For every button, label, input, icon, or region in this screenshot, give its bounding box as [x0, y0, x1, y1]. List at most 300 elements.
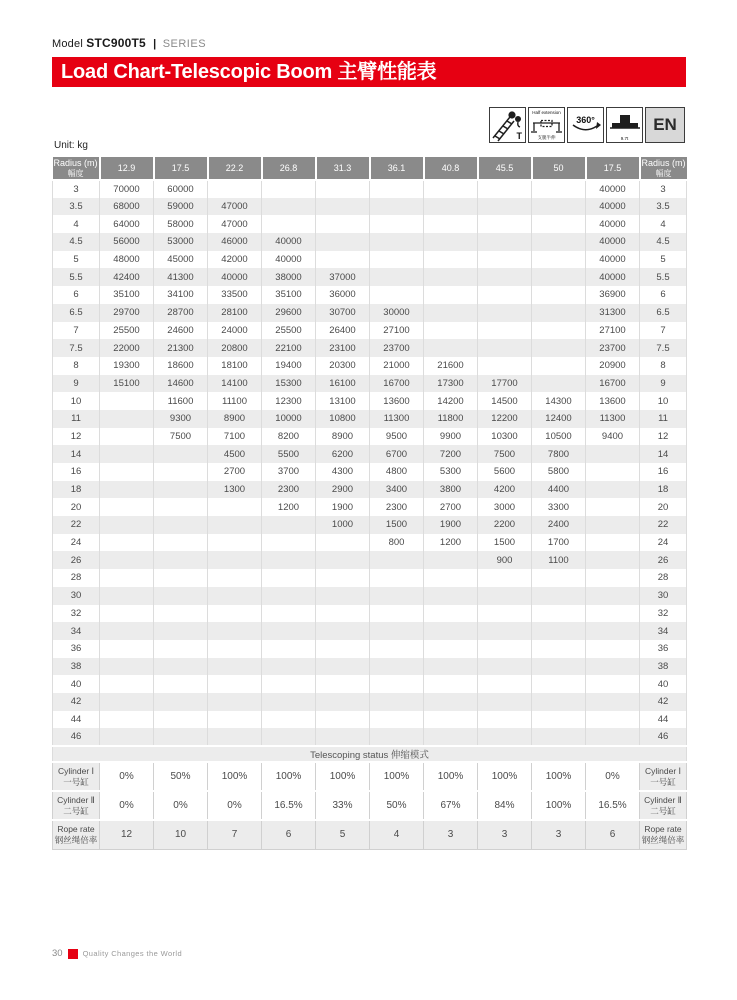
- table-row: [53, 215, 687, 233]
- load-value-cell: [262, 605, 316, 623]
- load-value-cell: 17700: [478, 375, 532, 393]
- load-value-cell: [316, 711, 370, 729]
- load-value-cell: [478, 268, 532, 286]
- load-value-cell: [532, 728, 586, 746]
- table-row: [53, 481, 687, 499]
- load-value-cell: [100, 711, 154, 729]
- load-value-cell: 8900: [208, 410, 262, 428]
- load-value-cell: 1200: [262, 498, 316, 516]
- load-value-cell: 12400: [532, 410, 586, 428]
- load-value-cell: 7800: [532, 445, 586, 463]
- load-value-cell: [532, 357, 586, 375]
- load-value-cell: [478, 728, 532, 746]
- load-value-cell: [532, 304, 586, 322]
- load-value-cell: [370, 711, 424, 729]
- load-value-cell: [586, 711, 640, 729]
- load-value-cell: [478, 251, 532, 269]
- load-value-cell: 30700: [316, 304, 370, 322]
- counterweight-icon: [606, 107, 643, 143]
- load-value-cell: 16700: [370, 375, 424, 393]
- load-value-cell: [262, 569, 316, 587]
- load-value-cell: [532, 233, 586, 251]
- load-value-cell: [154, 640, 208, 658]
- load-value-cell: [532, 605, 586, 623]
- load-value-cell: 8200: [262, 428, 316, 446]
- rope-rate-row: [53, 820, 687, 849]
- load-value-cell: 42000: [208, 251, 262, 269]
- load-value-cell: [424, 693, 478, 711]
- radius-cell: 10: [640, 392, 687, 410]
- radius-cell: 18: [640, 481, 687, 499]
- load-value-cell: 2700: [424, 498, 478, 516]
- load-value-cell: 40000: [586, 198, 640, 216]
- load-value-cell: 24600: [154, 322, 208, 340]
- load-value-cell: 37000: [316, 268, 370, 286]
- load-value-cell: 40000: [586, 268, 640, 286]
- load-value-cell: [154, 498, 208, 516]
- load-value-cell: 59000: [154, 198, 208, 216]
- load-value-cell: [586, 622, 640, 640]
- load-value-cell: 58000: [154, 215, 208, 233]
- counterweight-mass-label: 9.7t: [620, 136, 629, 141]
- load-value-cell: [532, 675, 586, 693]
- load-value-cell: 56000: [100, 233, 154, 251]
- boom-hook-icon: [489, 107, 526, 143]
- load-value-cell: [424, 640, 478, 658]
- radius-cell: 4: [53, 215, 100, 233]
- col-header-boom-length: 50: [532, 157, 586, 180]
- cylinder2-value-cell: 16.5%: [586, 791, 640, 820]
- load-value-cell: 1300: [208, 481, 262, 499]
- telescoping-status-label: Telescoping status 伸缩模式: [53, 746, 687, 762]
- load-value-cell: 13600: [370, 392, 424, 410]
- radius-cell: 16: [640, 463, 687, 481]
- load-value-cell: 22100: [262, 339, 316, 357]
- rope-rate-label: Rope rate 钢丝绳倍率: [640, 820, 687, 849]
- radius-cell: 40: [640, 675, 687, 693]
- load-value-cell: [154, 728, 208, 746]
- radius-cell: 28: [640, 569, 687, 587]
- radius-cell: 18: [53, 481, 100, 499]
- load-value-cell: [100, 605, 154, 623]
- load-value-cell: 40000: [208, 268, 262, 286]
- load-value-cell: 48000: [100, 251, 154, 269]
- col-header-boom-length: 36.1: [370, 157, 424, 180]
- table-row: [53, 233, 687, 251]
- load-value-cell: [370, 728, 424, 746]
- telescoping-status-row: [53, 746, 687, 762]
- load-value-cell: [478, 693, 532, 711]
- load-value-cell: [370, 640, 424, 658]
- load-value-cell: 4400: [532, 481, 586, 499]
- load-value-cell: 13100: [316, 392, 370, 410]
- load-value-cell: 22000: [100, 339, 154, 357]
- radius-cell: 26: [53, 551, 100, 569]
- load-value-cell: [586, 640, 640, 658]
- load-value-cell: [262, 198, 316, 216]
- load-value-cell: [154, 445, 208, 463]
- load-value-cell: 29600: [262, 304, 316, 322]
- load-value-cell: 2900: [316, 481, 370, 499]
- load-value-cell: 23100: [316, 339, 370, 357]
- load-value-cell: [532, 711, 586, 729]
- load-value-cell: 60000: [154, 180, 208, 198]
- load-value-cell: [154, 551, 208, 569]
- load-value-cell: [262, 658, 316, 676]
- load-value-cell: [478, 658, 532, 676]
- load-value-cell: [478, 357, 532, 375]
- radius-cell: 34: [53, 622, 100, 640]
- load-value-cell: [208, 605, 262, 623]
- load-value-cell: [100, 587, 154, 605]
- load-value-cell: [424, 233, 478, 251]
- load-value-cell: [100, 569, 154, 587]
- cylinder1-value-cell: 100%: [316, 762, 370, 791]
- load-value-cell: [424, 268, 478, 286]
- load-value-cell: [262, 534, 316, 552]
- load-value-cell: [478, 675, 532, 693]
- load-value-cell: 1000: [316, 516, 370, 534]
- radius-cell: 7.5: [640, 339, 687, 357]
- load-value-cell: [532, 640, 586, 658]
- load-value-cell: 11300: [370, 410, 424, 428]
- load-value-cell: [586, 728, 640, 746]
- radius-cell: 44: [53, 711, 100, 729]
- load-value-cell: [424, 251, 478, 269]
- load-value-cell: [208, 498, 262, 516]
- col-header-boom-length: 12.9: [100, 157, 154, 180]
- load-value-cell: 46000: [208, 233, 262, 251]
- load-value-cell: [154, 605, 208, 623]
- load-value-cell: [316, 640, 370, 658]
- cylinder1-label: Cylinder Ⅰ 一号缸: [640, 762, 687, 791]
- load-value-cell: [424, 339, 478, 357]
- load-value-cell: [478, 198, 532, 216]
- load-value-cell: [316, 233, 370, 251]
- load-value-cell: [424, 215, 478, 233]
- load-value-cell: [100, 728, 154, 746]
- load-value-cell: [586, 534, 640, 552]
- load-value-cell: [208, 622, 262, 640]
- load-value-cell: [100, 392, 154, 410]
- load-value-cell: 15100: [100, 375, 154, 393]
- load-value-cell: 14300: [532, 392, 586, 410]
- load-value-cell: 64000: [100, 215, 154, 233]
- load-value-cell: [208, 693, 262, 711]
- cylinder2-label: Cylinder Ⅱ 二号缸: [640, 791, 687, 820]
- radius-cell: 28: [53, 569, 100, 587]
- load-value-cell: [478, 622, 532, 640]
- load-value-cell: 38000: [262, 268, 316, 286]
- model-label: Model: [52, 38, 83, 50]
- page-number: 30: [52, 948, 63, 959]
- table-row: [53, 339, 687, 357]
- load-value-cell: 12300: [262, 392, 316, 410]
- load-value-cell: [586, 693, 640, 711]
- load-value-cell: 20300: [316, 357, 370, 375]
- load-value-cell: 20900: [586, 357, 640, 375]
- load-value-cell: 40000: [586, 215, 640, 233]
- load-value-cell: [478, 180, 532, 198]
- load-value-cell: [424, 286, 478, 304]
- load-value-cell: [316, 622, 370, 640]
- half-extension-label-zh: 支腿半伸: [537, 135, 556, 140]
- table-row: [53, 410, 687, 428]
- load-value-cell: 15300: [262, 375, 316, 393]
- cylinder2-value-cell: 0%: [100, 791, 154, 820]
- rope-rate-value-cell: 10: [154, 820, 208, 849]
- load-value-cell: [316, 180, 370, 198]
- load-value-cell: [532, 658, 586, 676]
- load-value-cell: [154, 675, 208, 693]
- load-value-cell: 4500: [208, 445, 262, 463]
- load-value-cell: 36900: [586, 286, 640, 304]
- half-extension-icon: [528, 107, 565, 143]
- load-value-cell: 11300: [586, 410, 640, 428]
- load-value-cell: [370, 675, 424, 693]
- radius-cell: 6: [53, 286, 100, 304]
- cylinder1-value-cell: 0%: [100, 762, 154, 791]
- radius-cell: 4.5: [640, 233, 687, 251]
- load-value-cell: [370, 268, 424, 286]
- radius-cell: 14: [53, 445, 100, 463]
- radius-cell: 46: [53, 728, 100, 746]
- load-value-cell: 6200: [316, 445, 370, 463]
- load-value-cell: [478, 569, 532, 587]
- radius-cell: 32: [640, 605, 687, 623]
- brand-red-square-icon: [68, 949, 78, 959]
- load-value-cell: 14100: [208, 375, 262, 393]
- radius-cell: 7: [640, 322, 687, 340]
- load-value-cell: 9300: [154, 410, 208, 428]
- load-value-cell: [532, 268, 586, 286]
- rotation-360-icon: [567, 107, 604, 143]
- load-value-cell: 7100: [208, 428, 262, 446]
- load-value-cell: [586, 587, 640, 605]
- load-value-cell: 9500: [370, 428, 424, 446]
- cylinder2-value-cell: 33%: [316, 791, 370, 820]
- radius-cell: 14: [640, 445, 687, 463]
- load-value-cell: 6700: [370, 445, 424, 463]
- load-value-cell: [532, 180, 586, 198]
- table-row: [53, 516, 687, 534]
- load-value-cell: 1500: [370, 516, 424, 534]
- load-value-cell: [154, 516, 208, 534]
- table-row: [53, 198, 687, 216]
- radius-cell: 22: [53, 516, 100, 534]
- load-value-cell: [424, 569, 478, 587]
- load-value-cell: [316, 215, 370, 233]
- col-header-boom-length: 17.5: [154, 157, 208, 180]
- radius-cell: 42: [53, 693, 100, 711]
- load-value-cell: 3800: [424, 481, 478, 499]
- rope-rate-value-cell: 7: [208, 820, 262, 849]
- radius-cell: 5: [640, 251, 687, 269]
- load-value-cell: [424, 587, 478, 605]
- load-value-cell: [532, 569, 586, 587]
- load-value-cell: [208, 180, 262, 198]
- load-value-cell: 19300: [100, 357, 154, 375]
- load-value-cell: [100, 516, 154, 534]
- load-value-cell: 4800: [370, 463, 424, 481]
- load-value-cell: 26400: [316, 322, 370, 340]
- col-header-radius: Radius (m) 幅度: [640, 157, 687, 180]
- load-value-cell: [532, 587, 586, 605]
- load-value-cell: 18100: [208, 357, 262, 375]
- load-value-cell: 10500: [532, 428, 586, 446]
- rope-rate-value-cell: 6: [262, 820, 316, 849]
- load-value-cell: 40000: [262, 251, 316, 269]
- radius-cell: 7: [53, 322, 100, 340]
- rope-rate-label: Rope rate 钢丝绳倍率: [53, 820, 100, 849]
- radius-cell: 11: [53, 410, 100, 428]
- load-value-cell: 19400: [262, 357, 316, 375]
- unit-label: Unit: kg: [54, 140, 88, 151]
- load-value-cell: [154, 481, 208, 499]
- cylinder2-value-cell: 84%: [478, 791, 532, 820]
- load-value-cell: 14200: [424, 392, 478, 410]
- load-value-cell: [262, 640, 316, 658]
- cylinder2-value-cell: 16.5%: [262, 791, 316, 820]
- table-row: [53, 587, 687, 605]
- load-value-cell: 7200: [424, 445, 478, 463]
- load-value-cell: [208, 640, 262, 658]
- load-value-cell: 16700: [586, 375, 640, 393]
- load-value-cell: 34100: [154, 286, 208, 304]
- load-value-cell: 10800: [316, 410, 370, 428]
- radius-cell: 11: [640, 410, 687, 428]
- load-value-cell: 28100: [208, 304, 262, 322]
- load-value-cell: [370, 251, 424, 269]
- table-row: [53, 304, 687, 322]
- half-extension-label-en: Half extension: [532, 110, 561, 115]
- load-value-cell: 36000: [316, 286, 370, 304]
- load-value-cell: [586, 516, 640, 534]
- boom-icon-letter: T: [516, 131, 522, 141]
- load-value-cell: 900: [478, 551, 532, 569]
- load-value-cell: 70000: [100, 180, 154, 198]
- load-value-cell: [424, 180, 478, 198]
- radius-cell: 4: [640, 215, 687, 233]
- load-value-cell: [208, 569, 262, 587]
- load-value-cell: [586, 481, 640, 499]
- load-value-cell: [532, 251, 586, 269]
- load-value-cell: 7500: [154, 428, 208, 446]
- load-value-cell: [478, 304, 532, 322]
- radius-cell: 20: [53, 498, 100, 516]
- load-value-cell: 4300: [316, 463, 370, 481]
- load-value-cell: [208, 675, 262, 693]
- load-value-cell: 1900: [316, 498, 370, 516]
- table-row: [53, 658, 687, 676]
- radius-cell: 24: [640, 534, 687, 552]
- load-value-cell: [370, 286, 424, 304]
- load-value-cell: 27100: [586, 322, 640, 340]
- table-row: [53, 268, 687, 286]
- load-value-cell: [370, 198, 424, 216]
- table-row: [53, 551, 687, 569]
- load-value-cell: [100, 428, 154, 446]
- footer-slogan: Quality Changes the World: [82, 949, 183, 958]
- rope-rate-value-cell: 5: [316, 820, 370, 849]
- load-value-cell: [262, 711, 316, 729]
- load-value-cell: 30000: [370, 304, 424, 322]
- table-row: [53, 392, 687, 410]
- load-value-cell: 13600: [586, 392, 640, 410]
- table-row: [53, 428, 687, 446]
- cylinder2-label: Cylinder Ⅱ 二号缸: [53, 791, 100, 820]
- load-value-cell: [262, 587, 316, 605]
- load-value-cell: [532, 622, 586, 640]
- load-value-cell: [478, 286, 532, 304]
- load-value-cell: [316, 251, 370, 269]
- col-header-boom-length: 26.8: [262, 157, 316, 180]
- table-row: [53, 622, 687, 640]
- load-value-cell: [424, 551, 478, 569]
- load-value-cell: [100, 481, 154, 499]
- load-value-cell: [478, 322, 532, 340]
- table-row: [53, 640, 687, 658]
- load-value-cell: 1200: [424, 534, 478, 552]
- radius-cell: 3: [640, 180, 687, 198]
- load-value-cell: 9900: [424, 428, 478, 446]
- radius-cell: 16: [53, 463, 100, 481]
- cylinder2-value-cell: 0%: [208, 791, 262, 820]
- load-value-cell: 5500: [262, 445, 316, 463]
- load-value-cell: 40000: [586, 180, 640, 198]
- radius-cell: 12: [640, 428, 687, 446]
- cylinder1-value-cell: 100%: [424, 762, 478, 791]
- load-value-cell: [586, 551, 640, 569]
- load-value-cell: 7500: [478, 445, 532, 463]
- load-value-cell: [262, 728, 316, 746]
- load-value-cell: [262, 693, 316, 711]
- load-value-cell: [370, 551, 424, 569]
- table-row: [53, 251, 687, 269]
- radius-cell: 5.5: [640, 268, 687, 286]
- model-series-separator: |: [153, 38, 157, 50]
- load-value-cell: 45000: [154, 251, 208, 269]
- load-value-cell: [370, 215, 424, 233]
- radius-cell: 24: [53, 534, 100, 552]
- cylinder2-value-cell: 67%: [424, 791, 478, 820]
- load-value-cell: [262, 516, 316, 534]
- radius-cell: 36: [640, 640, 687, 658]
- table-row: [53, 569, 687, 587]
- load-value-cell: [478, 233, 532, 251]
- radius-cell: 26: [640, 551, 687, 569]
- load-value-cell: [154, 463, 208, 481]
- load-value-cell: 2700: [208, 463, 262, 481]
- col-header-boom-length: 22.2: [208, 157, 262, 180]
- load-value-cell: [154, 569, 208, 587]
- table-row: [53, 675, 687, 693]
- load-value-cell: 23700: [370, 339, 424, 357]
- load-value-cell: 3700: [262, 463, 316, 481]
- load-value-cell: [100, 693, 154, 711]
- load-value-cell: 25500: [262, 322, 316, 340]
- load-value-cell: [424, 304, 478, 322]
- load-value-cell: 21000: [370, 357, 424, 375]
- col-header-boom-length: 45.5: [478, 157, 532, 180]
- radius-cell: 38: [640, 658, 687, 676]
- load-value-cell: 27100: [370, 322, 424, 340]
- load-value-cell: [100, 658, 154, 676]
- radius-cell: 32: [53, 605, 100, 623]
- rope-rate-value-cell: 6: [586, 820, 640, 849]
- load-value-cell: 2200: [478, 516, 532, 534]
- load-value-cell: [424, 198, 478, 216]
